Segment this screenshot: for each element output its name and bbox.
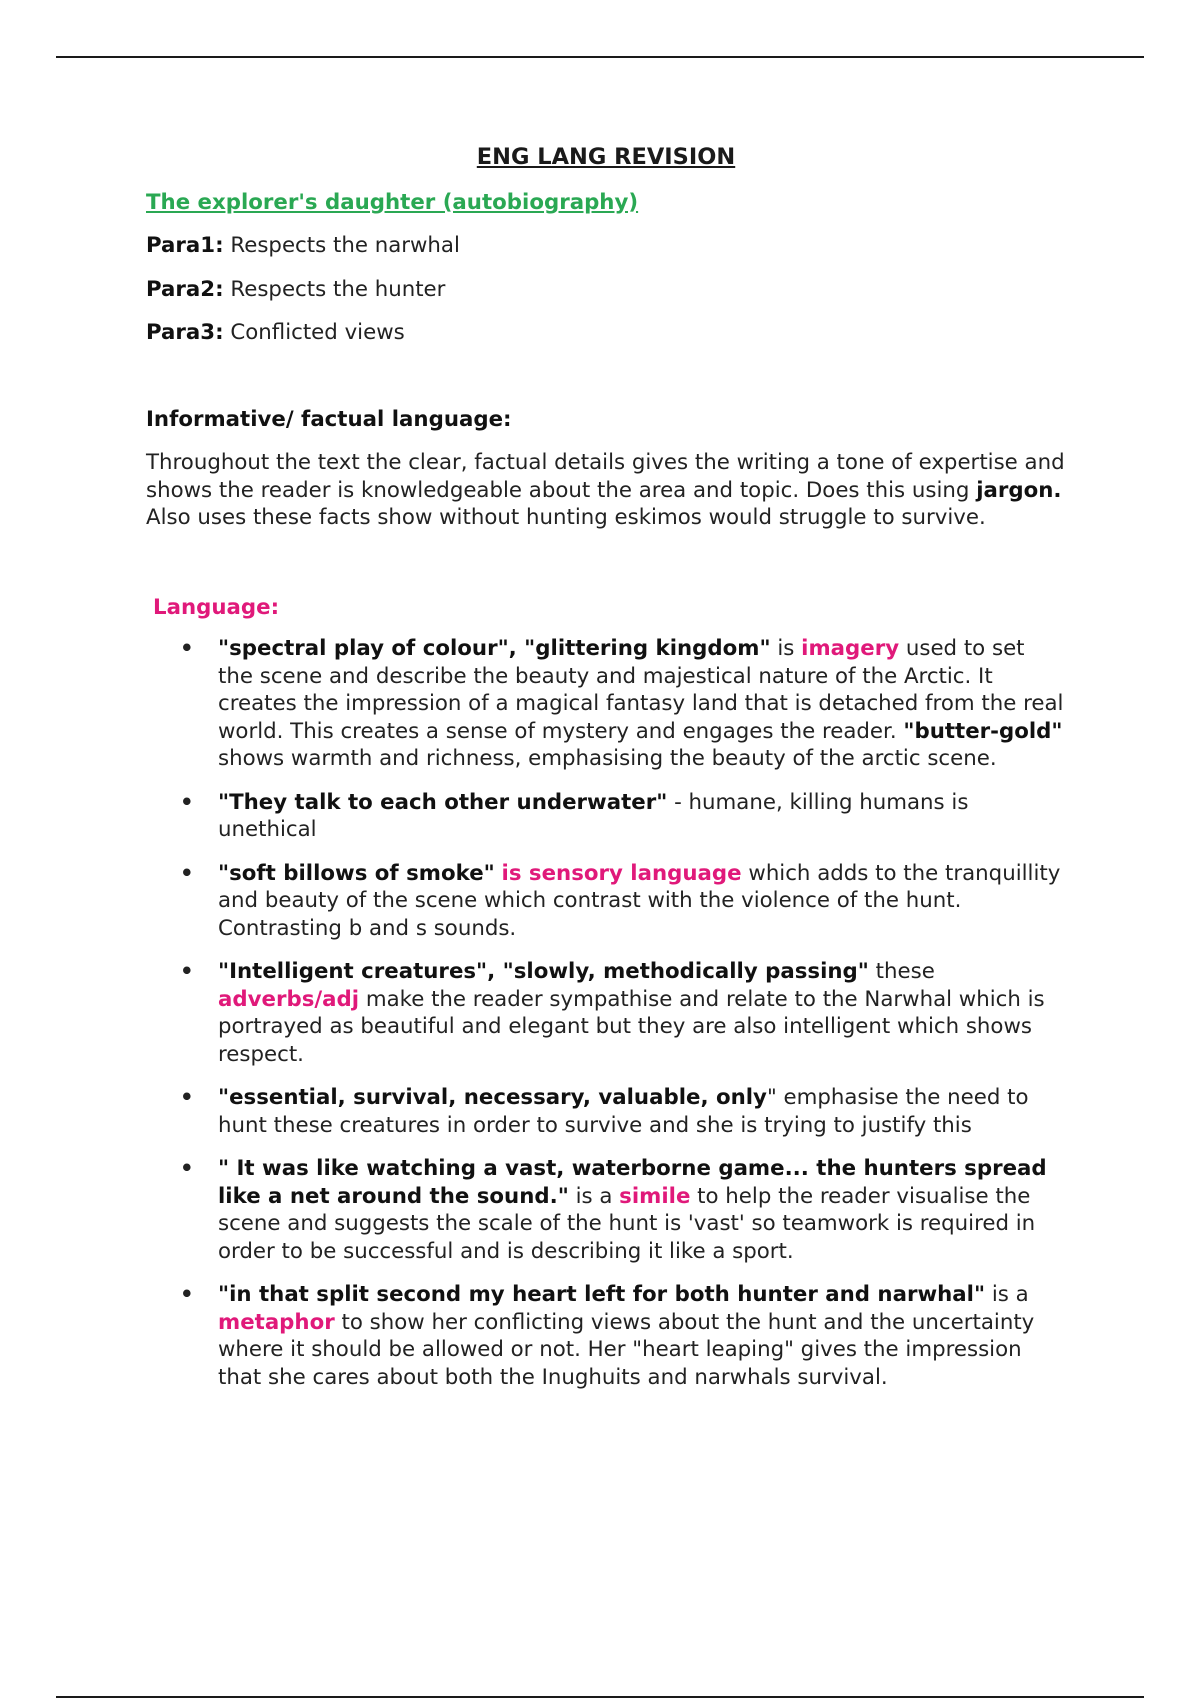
document-title: ENG LANG REVISION: [476, 144, 736, 170]
quote: "in that split second my heart left for both hunter and narwhal": [218, 1282, 986, 1307]
language-point-3: [146, 860, 1066, 943]
technique-term: imagery: [801, 636, 900, 661]
quote: "They talk to each other underwater": [218, 789, 668, 815]
informative-text-a: Throughout the text the clear, factual details gives the writing a tone of expertise and shows the reader is knowledgeable about the area and topic. Does this using: [146, 450, 1065, 503]
informative-text-b: Also uses these facts show without hunting eskimos would struggle to survive.: [146, 505, 986, 530]
quote: "spectral play of colour", "glittering kingdom": [218, 636, 771, 661]
bullet-icon: •: [180, 789, 194, 815]
point-text: make the reader sympathise and relate to the Narwhal which is portrayed as beautiful and elegant but they are also intelligent which shows respect.: [218, 986, 1045, 1067]
language-point-5: [146, 1084, 1066, 1139]
quote: "butter-gold": [903, 718, 1063, 744]
para-line-3: [146, 319, 1066, 347]
bullet-icon: •: [180, 959, 194, 984]
point-text: used to set the scene and describe the beauty and majestical nature of the Arctic. It creates the impression of a magical fantasy land that is detached from the real world. This creates a sense of mystery and engages the reader.: [218, 636, 1064, 744]
bullet-icon: •: [180, 636, 194, 661]
point-text: which adds to the tranquillity and beauty of the scene which contrast with the violence of the hunt. Contrasting b and s sounds.: [218, 860, 1061, 941]
bullet-icon: •: [180, 1282, 194, 1307]
point-text: shows warmth and richness, emphasising the beauty of the arctic scene.: [218, 746, 997, 771]
language-heading: Language:: [153, 594, 280, 620]
point-text: is: [770, 636, 802, 661]
para-label: Para1:: [146, 233, 224, 258]
point-text: to help the reader visualise the scene and suggests the scale of the hunt is 'vast' so teamwork is required in order to be successful and is describing it like a sport.: [218, 1183, 1036, 1264]
informative-bold: jargon.: [976, 477, 1062, 503]
point-text: [495, 861, 502, 886]
technique-term: metaphor: [218, 1309, 335, 1335]
para-line-2: [146, 276, 1066, 304]
bottom-rule: [56, 1696, 1144, 1698]
point-text: " emphasise the need to hunt these creatures in order to survive and she is trying to justify this: [218, 1085, 1029, 1138]
para-label: Para2:: [146, 276, 224, 302]
language-point-6: [146, 1155, 1066, 1265]
para-text: Respects the narwhal: [223, 233, 460, 258]
quote: "essential, survival, necessary, valuable, only: [218, 1085, 767, 1110]
language-point-4: [146, 958, 1066, 1068]
point-text: is a: [568, 1183, 620, 1209]
quote: "soft billows of smoke": [218, 860, 495, 886]
language-point-1: [146, 635, 1066, 773]
technique-term: is sensory language: [501, 860, 742, 886]
para-text: Respects the hunter: [223, 276, 446, 302]
informative-paragraph: [146, 449, 1066, 532]
para-label: Para3:: [146, 320, 224, 345]
point-text: is a: [985, 1282, 1029, 1307]
point-text: to show her conflicting views about the hunt and the uncertainty where it should be allowed or not. Her "heart leaping" gives the impression that she cares about both the Inughuits and narwhals survival.: [218, 1309, 1035, 1390]
quote: "Intelligent creatures", "slowly, methodically passing": [218, 959, 869, 984]
para-text: Conflicted views: [223, 320, 405, 345]
bullet-icon: •: [180, 1085, 194, 1110]
language-point-2: [146, 789, 1066, 844]
technique-term: adverbs/adj: [218, 986, 360, 1012]
technique-term: simile: [619, 1183, 691, 1209]
quote: " It was like watching a vast, waterborne game... the hunters spread like a net around the sound.": [218, 1156, 1047, 1209]
point-text: - humane, killing humans is unethical: [218, 789, 969, 842]
text-subtitle: The explorer's daughter (autobiography): [146, 189, 639, 215]
informative-heading: Informative/ factual language:: [146, 406, 512, 432]
point-text: these: [868, 959, 935, 984]
language-list: [146, 635, 1066, 1391]
bullet-icon: •: [180, 860, 194, 886]
document-body: [146, 144, 1066, 1407]
top-rule: [56, 56, 1144, 58]
bullet-icon: •: [180, 1156, 194, 1181]
para-line-1: [146, 232, 1066, 260]
language-point-7: [146, 1281, 1066, 1391]
